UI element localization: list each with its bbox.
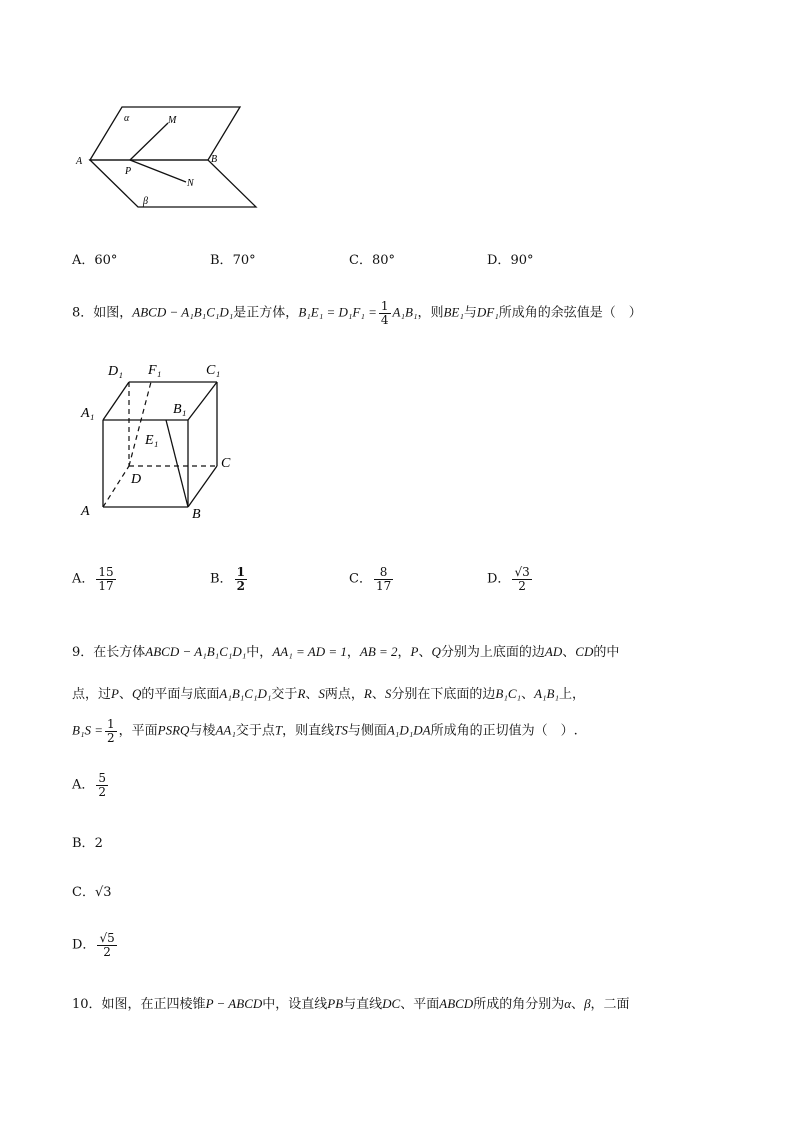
label-c: C [221,456,231,471]
label-b: B [211,154,218,165]
label-b1: B₁ [173,402,187,417]
q10-stem: 10．如图，在正四棱锥P − ABCD中，设直线PB与直线DC、平面ABCD所成的角分别为α、β，二面 [72,996,630,1012]
plane-beta [90,160,256,207]
segment-pm [130,123,168,160]
plane-alpha [90,107,240,160]
label-alpha: α [124,113,130,124]
q7-option-b[interactable]: B．70° [210,253,256,268]
q8-option-a[interactable]: A． $\frac{15}{17}$ [72,565,114,593]
q9-option-c[interactable]: C．√3 [72,885,112,900]
q9-stem-line-1: 9．在长方体ABCD − A₁B₁C₁D₁中，AA₁ = AD = 1，AB = 2，P、Q分别为上底面的边AD、CD的中 [72,644,620,660]
label-d1: D₁ [108,364,123,379]
label-d: D [131,472,142,487]
q8-option-b[interactable]: B． $\frac{1}{2}$ [210,565,245,593]
label-c1: C₁ [206,363,221,378]
q9-stem-line-2: 点，过P、Q的平面与底面A₁B₁C₁D₁交于R、S两点，R、S分别在下底面的边B₁C₁、A₁B₁上， [72,686,586,702]
figure-dihedral-planes [70,100,270,215]
q7-option-a[interactable]: A．60° [72,253,118,268]
q8-stem: 8．如图，ABCD − A₁B₁C₁D₁是正方体，B₁E₁ = D₁F₁ = $\frac{1}{4}$ A₁B₁，则BE₁与DF₁所成角的余弦值是（ ） [72,299,642,327]
q9-option-d[interactable]: D． $\frac{√5}{2}$ [72,931,115,959]
label-p: P [125,166,132,177]
q7-option-d[interactable]: D．90° [487,253,534,268]
label-a: A [76,156,83,167]
q8-option-c[interactable]: C． $\frac{8}{17}$ [349,565,392,593]
q9-stem-line-3: B₁S = $\frac{1}{2}$ ，平面PSRQ与棱AA₁交于点T，则直线TS与侧面A₁D₁DA所成角的正切值为（ ）. [72,717,578,745]
segment-pn [130,160,186,182]
figure-cube [75,355,245,525]
label-a: A [81,504,90,519]
label-n: N [187,178,194,189]
segment-be1 [166,420,188,507]
q7-option-c[interactable]: C．80° [349,253,395,268]
label-a1: A₁ [81,406,95,421]
label-b: B [192,507,201,522]
label-m: M [168,115,177,126]
q9-option-b[interactable]: B．2 [72,836,103,851]
segment-df1 [129,382,151,466]
label-e1: E₁ [145,433,159,448]
q8-option-d[interactable]: D． $\frac{√3}{2}$ [487,565,530,593]
label-beta: β [143,196,148,207]
q9-option-a[interactable]: A． $\frac{5}{2}$ [72,771,107,799]
label-f1: F₁ [148,363,162,378]
fraction-one-quarter: $\frac{1}{4}$ [380,299,389,327]
